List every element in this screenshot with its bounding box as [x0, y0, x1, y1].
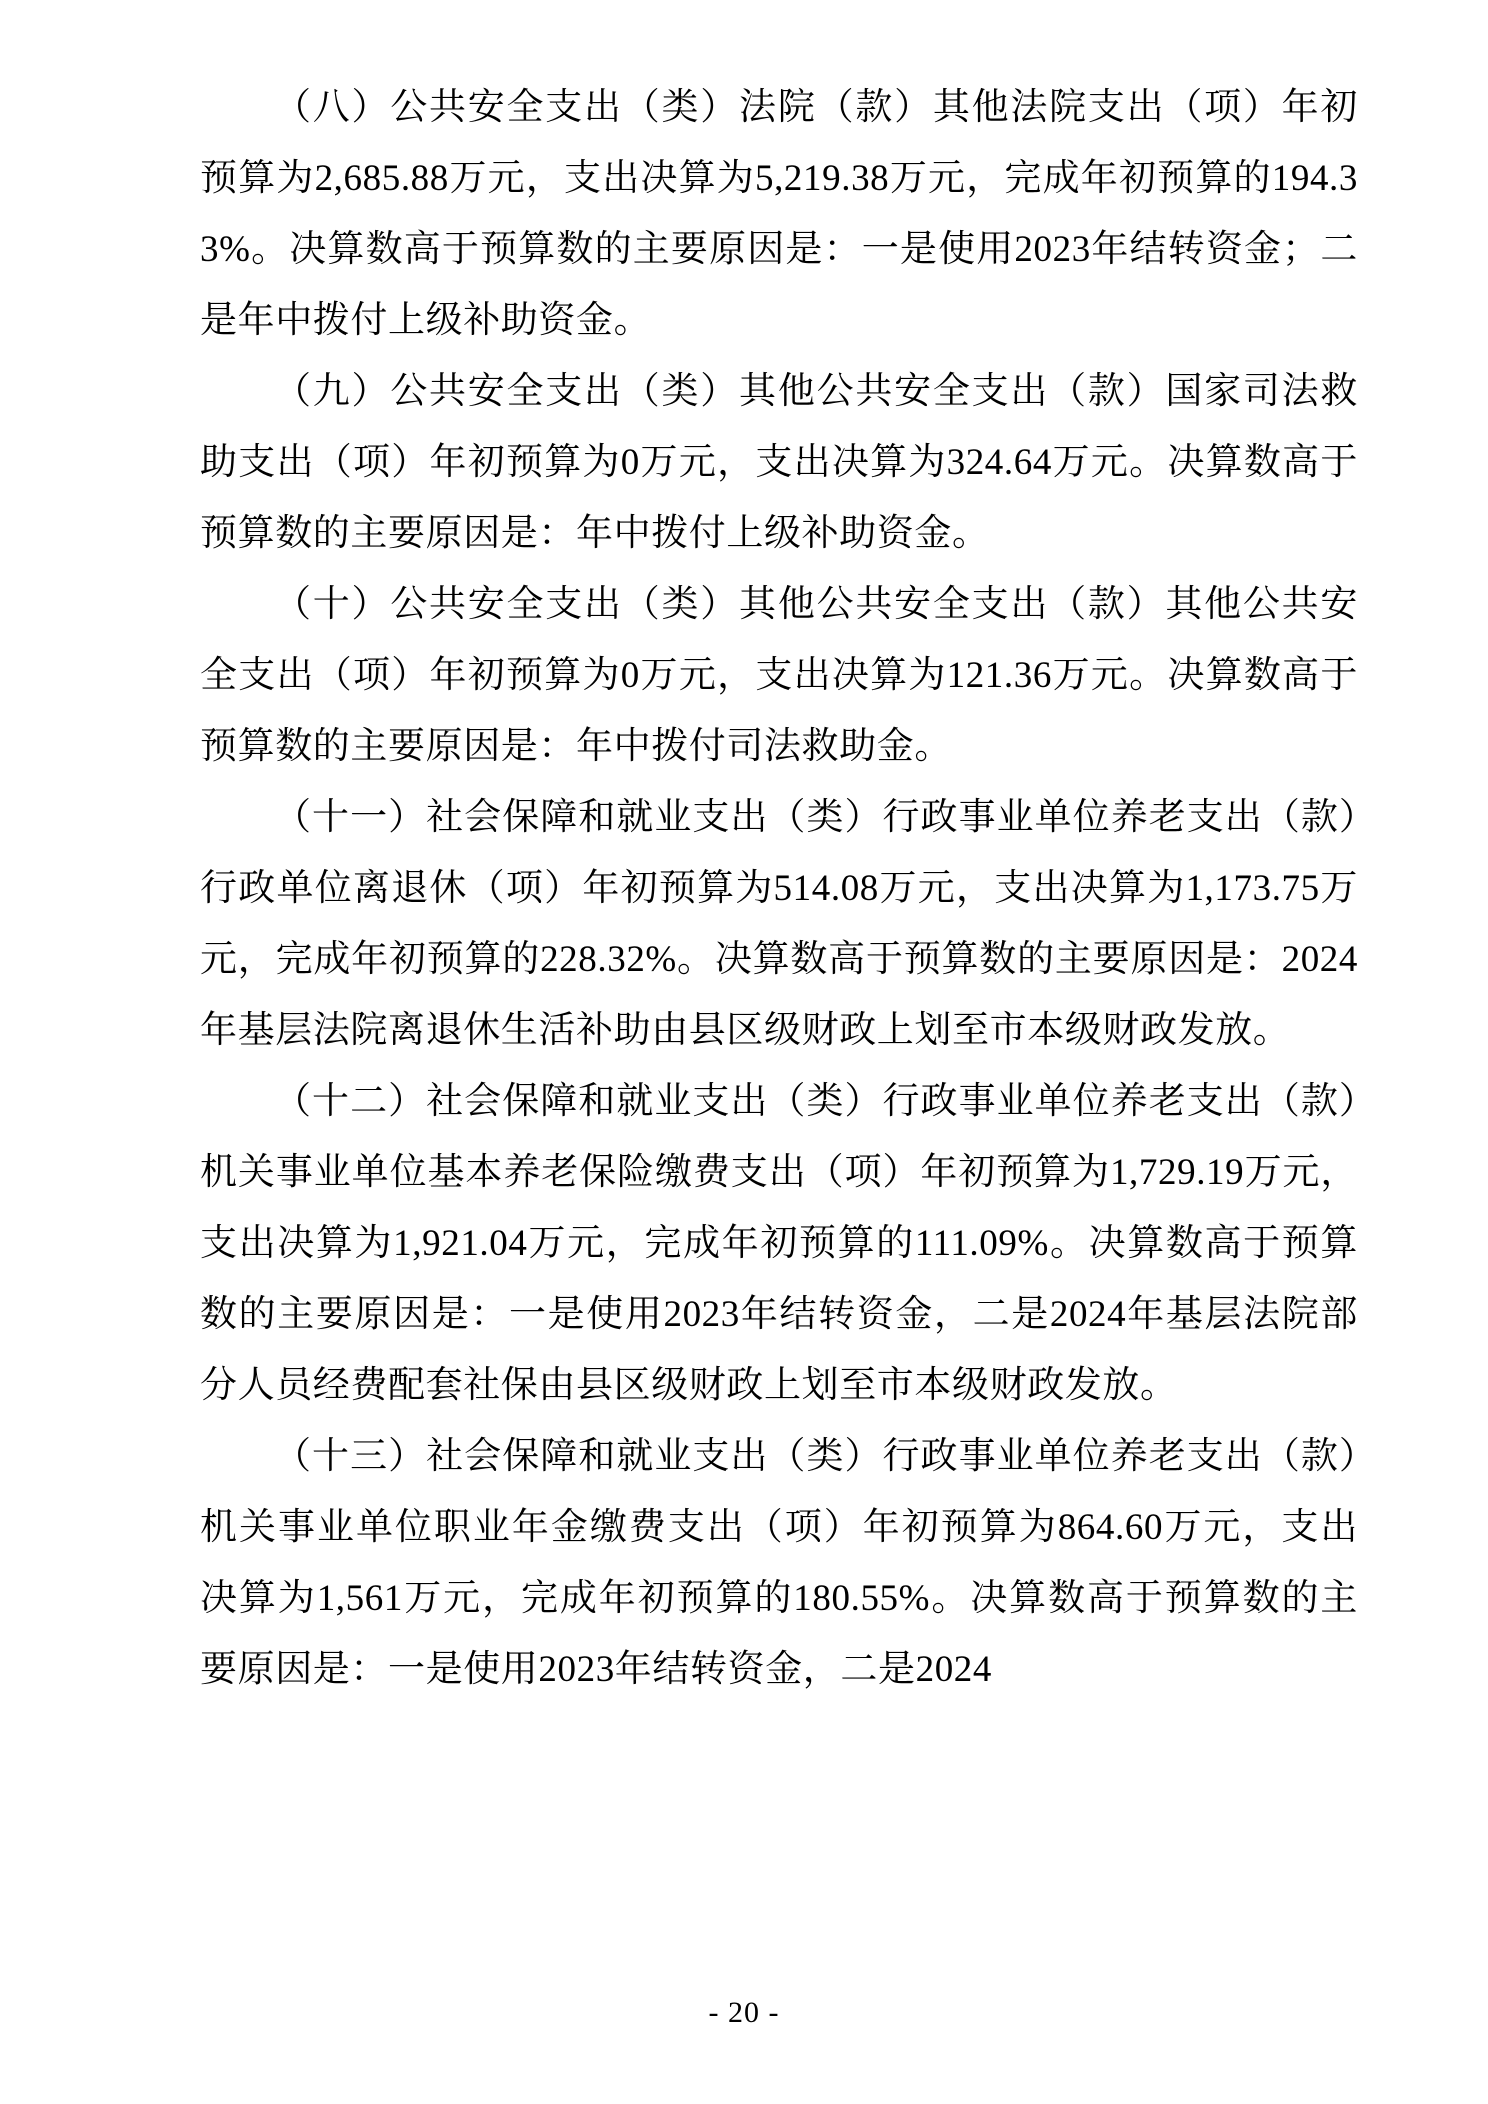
- document-body: [200, 72, 1358, 1705]
- paragraph-10: （十）公共安全支出（类）其他公共安全支出（款）其他公共安全支出（项）年初预算为0万元，支出决算为121.36万元。决算数高于预算数的主要原因是：年中拨付司法救助金。: [200, 584, 1358, 767]
- paragraph-13: （十三）社会保障和就业支出（类）行政事业单位养老支出（款）机关事业单位职业年金缴费支出（项）年初预算为864.60万元，支出决算为1,561万元，完成年初预算的180.55%。决算数高于预算数的主要原因是：一是使用2023年结转资金，二是2024: [200, 1436, 1358, 1690]
- paragraph-12: （十二）社会保障和就业支出（类）行政事业单位养老支出（款）机关事业单位基本养老保险缴费支出（项）年初预算为1,729.19万元，支出决算为1,921.04万元，完成年初预算的111.09%。决算数高于预算数的主要原因是：一是使用2023年结转资金，二是2024年基层法院部分人员经费配套社保由县区级财政上划至市本级财政发放。: [200, 1081, 1358, 1406]
- paragraph-8: （八）公共安全支出（类）法院（款）其他法院支出（项）年初预算为2,685.88万元，支出决算为5,219.38万元，完成年初预算的194.33%。决算数高于预算数的主要原因是：一是使用2023年结转资金；二是年中拨付上级补助资金。: [200, 87, 1358, 341]
- paragraph-9: （九）公共安全支出（类）其他公共安全支出（款）国家司法救助支出（项）年初预算为0万元，支出决算为324.64万元。决算数高于预算数的主要原因是：年中拨付上级补助资金。: [200, 371, 1358, 554]
- page-number: - 20 -: [708, 1996, 780, 2029]
- paragraph-11: （十一）社会保障和就业支出（类）行政事业单位养老支出（款）行政单位离退休（项）年初预算为514.08万元，支出决算为1,173.75万元，完成年初预算的228.32%。决算数高于预算数的主要原因是：2024年基层法院离退休生活补助由县区级财政上划至市本级财政发放。: [200, 797, 1358, 1051]
